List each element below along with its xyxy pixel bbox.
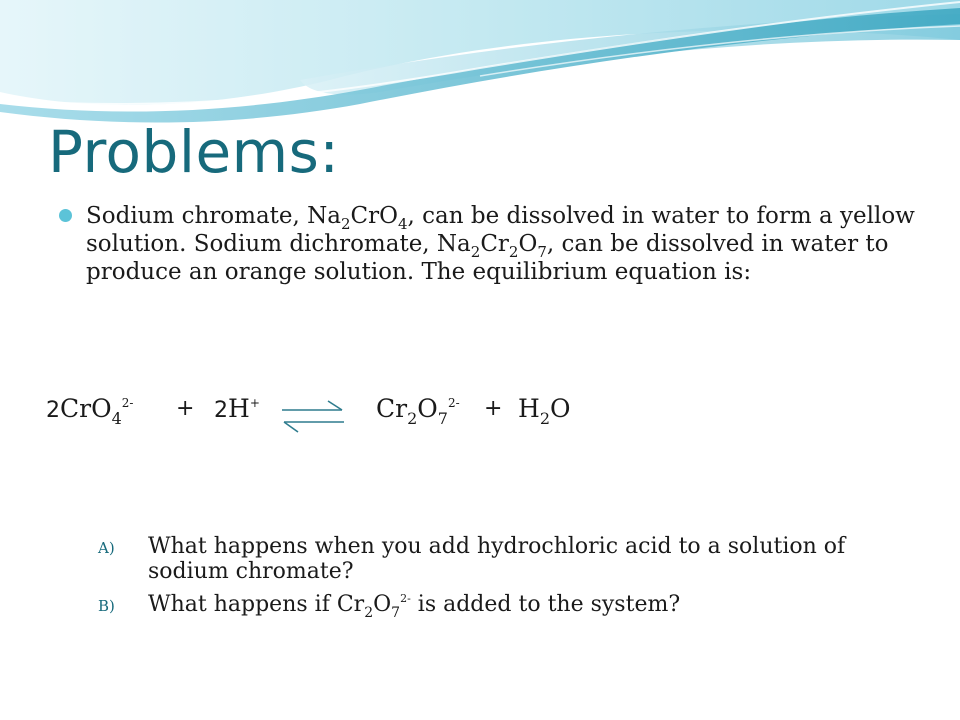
- list-marker: B): [98, 597, 115, 615]
- list-item: [98, 534, 898, 584]
- list-marker: A): [98, 539, 115, 557]
- plus-sign: +: [484, 396, 503, 421]
- product-water: $H_2O$: [518, 394, 571, 428]
- plus-sign: +: [176, 396, 195, 421]
- problem-statement: Sodium chromate, $Na_2CrO_4$, can be dissolved in water to form a yellow solution. Sodium dichromate, $Na_2Cr_2O_7$, can be dissolved in water to produce an orange solution. The equilibrium equation is:: [86, 203, 915, 285]
- list-item: [98, 592, 898, 621]
- page-title: Problems:: [48, 118, 340, 186]
- question-text: What happens when you add hydrochloric acid to a solution of sodium chromate?: [148, 534, 846, 584]
- reactant-chromate: 2CrO$_4^{2-}$: [46, 394, 134, 428]
- product-dichromate: $Cr_2O_7^{2-}$: [376, 394, 460, 428]
- bullet-icon: [59, 209, 72, 222]
- question-text: What happens if $Cr_2O_7^{2-}$ is added to the system?: [148, 592, 681, 621]
- equilibrium-arrows-icon: [278, 398, 348, 436]
- question-list: [98, 534, 898, 625]
- reactant-hydrogen: 2H+: [214, 394, 260, 423]
